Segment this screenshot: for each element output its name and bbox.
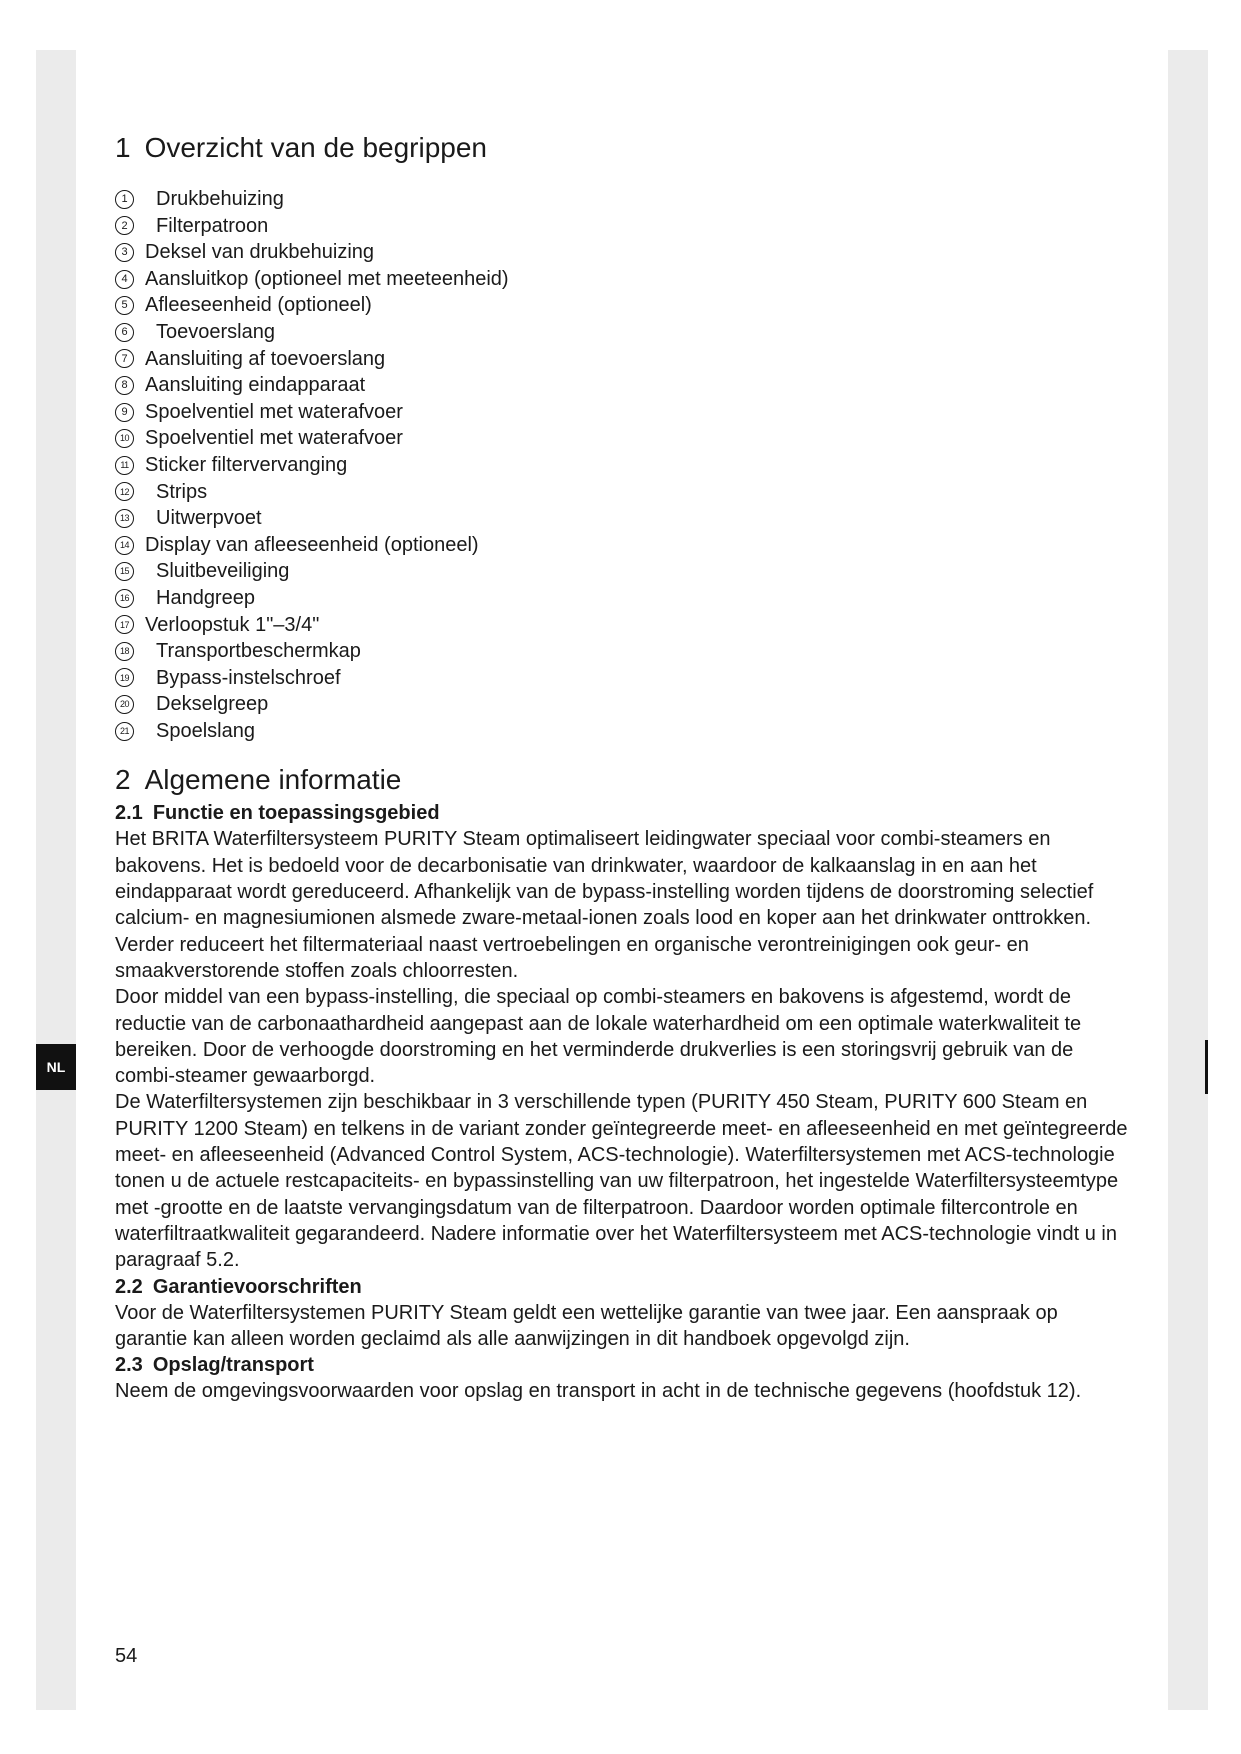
term-label: Uitwerpvoet: [156, 507, 262, 530]
section-2-3-number: 2.3: [115, 1354, 143, 1377]
term-label: Aansluiting eindapparaat: [145, 374, 366, 397]
circled-number-icon: 6: [115, 323, 134, 342]
circled-number-icon: 4: [115, 270, 134, 289]
term-label: Spoelslang: [156, 719, 255, 742]
term-label: Sticker filtervervanging: [145, 453, 348, 476]
section-2-1-number: 2.1: [115, 802, 143, 825]
term-label: Dekselgreep: [156, 693, 269, 716]
term-item: [115, 292, 1135, 319]
section-2-1-paragraph-3: De Waterfiltersystemen zijn beschikbaar in 3 verschillende typen (PURITY 450 Steam, PURITY 600 Steam en PURITY 1200 Steam) en telkens in de variant zonder geïntegreerde meet- en afleeseenheid en met geïntegreerde meet- en afleeseenheid (Advanced Control System, ACS-technologie). Waterfiltersystemen met ACS-technologie tonen u de actuele restcapaciteits- en bypassinstelling van uw filterpatroon, het ingestelde Waterfiltersysteemtype met -grootte en de laatste vervangingsdatum van de filterpatroon. Daardoor worden optimale filtercontrole en waterfiltraatkwaliteit gegarandeerd. Nadere informatie over het Waterfiltersysteem met ACS-technologie vindt u in paragraaf 5.2.: [115, 1091, 1128, 1272]
section-2-1-paragraph-1: Het BRITA Waterfiltersysteem PURITY Steam optimaliseert leidingwater speciaal voor combi-steamers en bakovens. Het is bedoeld voor de decarbonisatie van drinkwater, waardoor de kalkaanslag in en aan het eindapparaat wordt gereduceerd. Afhankelijk van de bypass-instelling worden tijdens de doorstroming selectief calcium- en magnesiumionen alsmede zware-metaal-ionen zoals lood en koper aan het drinkwater onttrokken. Verder reduceert het filtermateriaal naast vertroebelingen en organische verontreinigingen ook geur- en smaakverstorende stoffen zoals chloorresten.: [115, 828, 1094, 982]
section-2-3-title: Opslag/transport: [152, 1354, 314, 1377]
circled-number-icon: 1: [115, 190, 134, 209]
circled-number-icon: 19: [115, 668, 134, 687]
chapter-1-title: Overzicht van de begrippen: [144, 132, 488, 163]
term-item: [115, 372, 1135, 399]
term-item: [115, 213, 1135, 240]
term-label: Verloopstuk 1"–3/4": [145, 613, 320, 636]
page-edge-marker: [1205, 1040, 1208, 1094]
term-label: Bypass-instelschroef: [156, 666, 341, 689]
circled-number-icon: 21: [115, 722, 134, 741]
section-2-1-heading: [115, 800, 1135, 826]
section-2-2-heading: [115, 1274, 1135, 1300]
term-item: [115, 691, 1135, 718]
chapter-2-title: Algemene informatie: [144, 764, 402, 796]
term-label: Sluitbeveiliging: [156, 560, 290, 583]
term-item: [115, 239, 1135, 266]
circled-number-icon: 17: [115, 615, 134, 634]
section-2-2-number: 2.2: [115, 1275, 143, 1298]
term-item: [115, 585, 1135, 612]
term-item: [115, 452, 1135, 479]
term-label: Spoelventiel met waterafvoer: [145, 400, 403, 423]
term-item: [115, 266, 1135, 293]
page-number: 54: [115, 1645, 138, 1667]
term-item: [115, 505, 1135, 532]
chapter-1-heading: [115, 128, 1135, 168]
section-2-2-paragraph: Voor de Waterfiltersystemen PURITY Steam geldt een wettelijke garantie van twee jaar. Een aanspraak op garantie kan alleen worden geclaimd als alle aanwijzingen in dit handboek opgevolgd zijn.: [115, 1301, 1058, 1350]
circled-number-icon: 20: [115, 695, 134, 714]
term-label: Handgreep: [156, 586, 255, 609]
section-2-2-title: Garantievoorschriften: [152, 1275, 362, 1298]
term-item: [115, 346, 1135, 373]
circled-number-icon: 5: [115, 296, 134, 315]
section-2-1-paragraph-2: Door middel van een bypass-instelling, die speciaal op combi-steamers en bakovens is afgestemd, wordt de reductie van de carbonaathardheid aangepast aan de lokale waterhardheid om een optimale waterkwaliteit te bereiken. Door de verhoogde doorstroming en het verminderde drukverlies is een storingsvrij gebruik van de combi-steamer gewaarborgd.: [115, 986, 1082, 1088]
circled-number-icon: 8: [115, 376, 134, 395]
section-2-3-paragraph: Neem de omgevingsvoorwaarden voor opslag en transport in acht in de technische gegevens (hoofdstuk 12).: [115, 1380, 1082, 1403]
chapter-2-number: 2: [115, 764, 131, 796]
circled-number-icon: 3: [115, 243, 134, 262]
term-item: [115, 665, 1135, 692]
term-item: [115, 558, 1135, 585]
term-label: Display van afleeseenheid (optioneel): [145, 533, 479, 556]
chapter-1-number: 1: [115, 132, 131, 163]
right-margin-strip: [1168, 50, 1208, 1710]
term-label: Drukbehuizing: [156, 188, 284, 210]
term-item: [115, 479, 1135, 506]
language-tab: NL: [36, 1044, 76, 1090]
circled-number-icon: 14: [115, 536, 134, 555]
term-item: [115, 612, 1135, 639]
circled-number-icon: 13: [115, 509, 134, 528]
terms-list: [115, 186, 1135, 744]
circled-number-icon: 7: [115, 349, 134, 368]
term-label: Transportbeschermkap: [156, 640, 361, 663]
circled-number-icon: 12: [115, 482, 134, 501]
term-label: Spoelventiel met waterafvoer: [145, 427, 403, 450]
term-label: Aansluiting af toevoerslang: [145, 347, 386, 370]
circled-number-icon: 10: [115, 429, 134, 448]
section-2-1-title: Functie en toepassingsgebied: [152, 802, 440, 825]
term-label: Filterpatroon: [156, 214, 269, 237]
left-margin-strip: [36, 50, 76, 1710]
term-item: [115, 638, 1135, 665]
term-item: [115, 186, 1135, 213]
circled-number-icon: 16: [115, 589, 134, 608]
term-label: Afleeseenheid (optioneel): [145, 294, 372, 317]
term-label: Toevoerslang: [156, 320, 275, 343]
term-item: [115, 532, 1135, 559]
section-2-3-heading: [115, 1352, 1135, 1378]
term-item: [115, 425, 1135, 452]
circled-number-icon: 9: [115, 403, 134, 422]
circled-number-icon: 11: [115, 456, 134, 475]
circled-number-icon: 18: [115, 642, 134, 661]
term-label: Strips: [156, 480, 208, 503]
term-label: Deksel van drukbehuizing: [145, 241, 375, 264]
term-item: [115, 319, 1135, 346]
chapter-2-heading: [115, 760, 1135, 800]
term-label: Aansluitkop (optioneel met meeteenheid): [145, 267, 509, 290]
page-content: [115, 128, 1135, 1404]
circled-number-icon: 15: [115, 562, 134, 581]
term-item: [115, 399, 1135, 426]
term-item: [115, 718, 1135, 745]
circled-number-icon: 2: [115, 216, 134, 235]
